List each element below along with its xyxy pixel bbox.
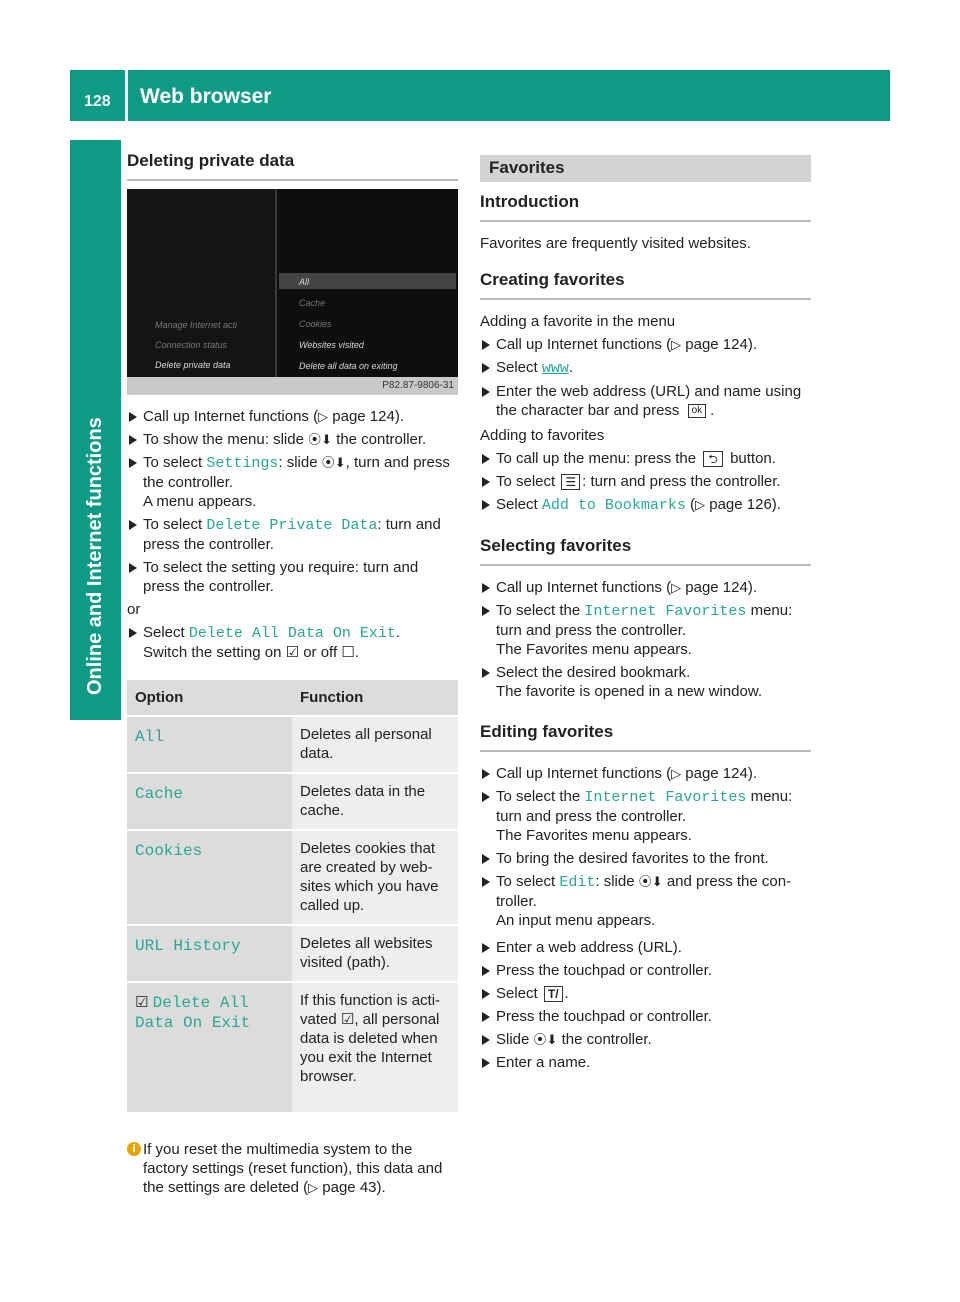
code-delete-private-data: Delete Private Data — [206, 517, 378, 534]
step-item: Select www. — [480, 358, 811, 378]
back-button-icon: ⮌ — [703, 451, 723, 467]
ok-icon: ok — [688, 404, 707, 418]
side-tab — [70, 140, 121, 720]
step-item: Enter a name. — [480, 1053, 811, 1072]
steps-list — [480, 335, 811, 420]
step-item: Press the touchpad or controller. — [480, 1007, 811, 1026]
text-entry-icon: T/ — [544, 986, 563, 1002]
step-item: Call up Internet functions (▷ page 124). — [480, 764, 811, 783]
code-edit: Edit — [559, 874, 596, 891]
step-item: Select Delete All Data On Exit. Switch the setting on ☑ or off ☐. — [127, 623, 458, 662]
step-item: Call up Internet functions (▷ page 124). — [480, 578, 811, 597]
table-row: URL History Deletes all websites visited (path). — [127, 925, 458, 982]
section-heading-creating: Creating favorites — [480, 269, 811, 300]
screen-right-item: All — [299, 277, 310, 287]
code-add-to-bookmarks: Add to Bookmarks — [541, 497, 686, 514]
menu-icon: ☰ — [561, 474, 580, 490]
table-row: All Deletes all personal data. — [127, 716, 458, 773]
fav-label: Adding to favorites — [480, 427, 605, 444]
screen-caption: P82.87-9806-31 — [127, 377, 458, 395]
step-item: Enter the web address (URL) and name using the character bar and press ok . — [480, 382, 811, 420]
favorites-banner: Favorites — [480, 155, 811, 182]
info-note: i If you reset the multimedia system to the factory settings (reset function), this data and the settings are deleted (▷ page 43). — [127, 1140, 458, 1197]
step-item: Enter a web address (URL). — [480, 938, 811, 957]
steps-list — [480, 764, 811, 1072]
step-item: Select T/ . — [480, 984, 811, 1003]
step-item: Slide ⦿⬇ the controller. — [480, 1030, 811, 1049]
screen-right-item: Cookies — [299, 319, 332, 329]
checkbox-on-icon: ☑ — [340, 1011, 355, 1028]
page-title: Web browser — [140, 85, 272, 108]
screen-image — [127, 189, 458, 395]
step-item: To select ☰ : turn and press the controller. — [480, 472, 811, 491]
screen-right-item: Cache — [299, 298, 326, 308]
screen-left-item: Connection status — [155, 340, 228, 350]
header-separator — [125, 70, 128, 121]
page-number: 128 — [84, 93, 111, 110]
table-row: Cookies Deletes cookies that are created by web-sites which you have called up. — [127, 830, 458, 925]
step-item: Press the touchpad or controller. — [480, 961, 811, 980]
page-header — [70, 70, 890, 121]
screen-left-item: Delete private data — [155, 360, 231, 370]
steps-list — [127, 407, 458, 596]
section-heading-introduction: Introduction — [480, 191, 811, 222]
checkbox-on-icon: ☑ — [285, 644, 300, 661]
step-item: To select the Internet Favorites menu: turn and press the controller. The Favorites menu appears. — [480, 787, 811, 845]
screen-left-item: Manage Internet acti — [155, 320, 238, 330]
options-table — [127, 680, 458, 1114]
step-item: To select the setting you require: turn and press the controller. — [127, 558, 458, 596]
code-settings: Settings — [206, 455, 279, 472]
step-item: Call up Internet functions (▷ page 124). — [480, 335, 811, 354]
controller-slide-icon: ⦿⬇ — [308, 432, 332, 447]
left-column — [127, 150, 458, 1197]
menu-label: Adding a favorite in the menu — [480, 313, 676, 330]
controller-slide-icon: ⦿⬇ — [533, 1032, 558, 1047]
code-internet-favorites: Internet Favorites — [584, 789, 747, 806]
or-text: or — [127, 601, 141, 618]
section-heading-editing: Editing favorites — [480, 721, 811, 752]
checkbox-off-icon: ☐ — [341, 644, 355, 661]
steps-list-or — [127, 623, 458, 662]
step-item: Select Add to Bookmarks (▷ page 126). — [480, 495, 811, 515]
step-item: To show the menu: slide ⦿⬇ the controller. — [127, 430, 458, 449]
step-item: To select Delete Private Data: turn and press the controller. — [127, 515, 458, 554]
code-internet-favorites: Internet Favorites — [584, 603, 747, 620]
screen-right-item: Delete all data on exiting — [299, 361, 398, 371]
step-item: To call up the menu: press the ⮌ button. — [480, 449, 811, 468]
section-heading-deleting: Deleting private data — [127, 150, 458, 181]
right-column — [480, 155, 811, 1076]
screen-right-item: Websites visited — [299, 340, 364, 350]
section-heading-selecting: Selecting favorites — [480, 535, 811, 566]
table-header-function: Function — [292, 680, 458, 716]
steps-list — [480, 578, 811, 701]
code-delete-all-on-exit: Delete All Data On Exit — [188, 625, 396, 642]
controller-slide-icon: ⦿⬇ — [638, 874, 663, 889]
code-www: www — [541, 360, 569, 377]
step-item: Select the desired bookmark. The favorite is opened in a new window. — [480, 663, 811, 701]
table-row: ☑ Delete All Data On Exit If this function is acti-vated ☑, all personal data is deleted when you exit the Internet browser. — [127, 982, 458, 1113]
step-item: To select Edit: slide ⦿⬇ and press the con-troller. An input menu appears. — [480, 872, 811, 930]
step-item: To bring the desired favorites to the front. — [480, 849, 811, 868]
intro-text: Favorites are frequently visited websites. — [480, 235, 751, 252]
info-icon: i — [127, 1142, 141, 1156]
checkbox-on-icon: ☑ — [135, 994, 149, 1011]
side-tab-label: Online and Internet functions — [84, 417, 106, 695]
step-item: To select the Internet Favorites menu: turn and press the controller. The Favorites menu appears. — [480, 601, 811, 659]
step-item: To select Settings: slide ⦿⬇, turn and press the controller. A menu appears. — [127, 453, 458, 511]
step-item: Call up Internet functions (▷ page 124). — [127, 407, 458, 426]
table-row: Cache Deletes data in the cache. — [127, 773, 458, 830]
steps-list — [480, 449, 811, 515]
controller-slide-icon: ⦿⬇ — [321, 455, 346, 470]
table-header-option: Option — [127, 680, 292, 716]
